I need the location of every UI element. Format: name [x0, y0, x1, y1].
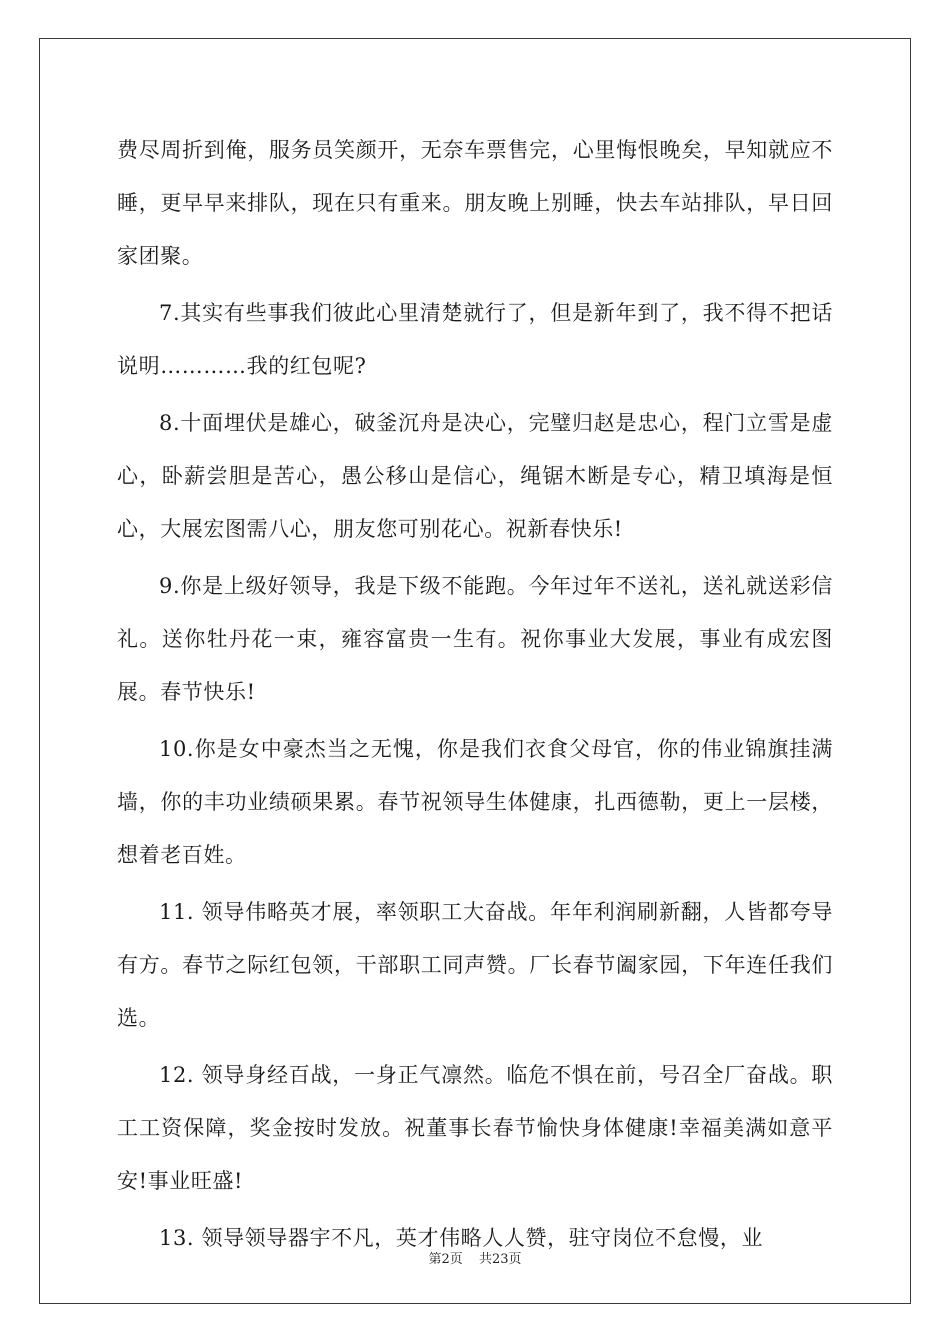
document-body	[117, 124, 833, 1269]
paragraph-10: 10.你是女中豪杰当之无愧，你是我们衣食父母官，你的伟业锦旗挂满墙，你的丰功业绩硕果累。春节祝领导生体健康，扎西德勒，更上一层楼，想着老百姓。	[117, 737, 833, 867]
paragraph-8: 8.十面埋伏是雄心，破釜沉舟是决心，完璧归赵是忠心，程门立雪是虚心，卧薪尝胆是苦心，愚公移山是信心，绳锯木断是专心，精卫填海是恒心，大展宏图需八心，朋友您可别花心。祝新春快乐!	[117, 411, 833, 541]
page-number: 第2页	[428, 1252, 463, 1267]
paragraph-13: 13. 领导领导器宇不凡，英才伟略人人赞，驻守岗位不怠慢，业	[159, 1226, 764, 1250]
paragraph-7: 7.其实有些事我们彼此心里清楚就行了，但是新年到了，我不得不把话说明…………我的红包呢?	[117, 301, 833, 378]
paragraph-11: 11. 领导伟略英才展，率领职工大奋战。年年利润刷新翻，人皆都夸导有方。春节之际红包领，干部职工同声赞。厂长春节阖家园，下年连任我们选。	[117, 900, 833, 1030]
page-footer	[0, 1248, 950, 1267]
paragraph-9: 9.你是上级好领导，我是下级不能跑。今年过年不送礼，送礼就送彩信礼。送你牡丹花一束，雍容富贵一生有。祝你事业大发展，事业有成宏图展。春节快乐!	[117, 574, 833, 704]
paragraph-12: 12. 领导身经百战，一身正气凛然。临危不惧在前，号召全厂奋战。职工工资保障，奖金按时发放。祝董事长春节愉快身体健康!幸福美满如意平安!事业旺盛!	[117, 1063, 833, 1193]
paragraph-1: 费尽周折到俺，服务员笑颜开，无奈车票售完，心里悔恨晚矣，早知就应不睡，更早早来排队，现在只有重来。朋友晚上别睡，快去车站排队，早日回家团聚。	[117, 138, 833, 268]
page-total: 共23页	[478, 1252, 522, 1267]
